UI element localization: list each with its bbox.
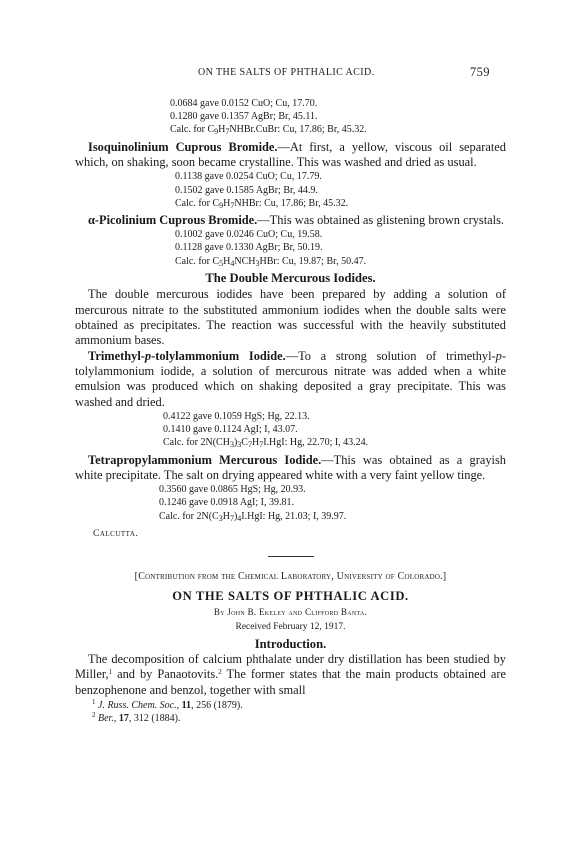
page-body: [75, 97, 506, 726]
paragraph-tetrapropyl: Tetrapropylammonium Mercurous Iodide.—This was obtained as a grayish white precipitate. The salt on drying appeared white with a very faint yellow tinge.: [75, 452, 507, 482]
footnote: $^1$ J. Russ. Chem. Soc., 11, 256 (1879).: [92, 697, 243, 711]
footnote: $^2$ Ber., 17, 312 (1884).: [92, 711, 181, 725]
running-head-title: ON THE SALTS OF PHTHALIC ACID.: [198, 67, 375, 78]
compound-name: α-Picolinium Cuprous Bromide.: [88, 212, 258, 227]
calc-line: Calc. for $2N(CH_3)_3C_7H_7I.HgI$: Hg, 22.70; I, 43.24.: [163, 437, 369, 450]
calc-line: Calc. for $2N(C_3H_7)_4I.HgI$: Hg, 21.03; I, 39.97.: [159, 510, 347, 523]
calc-line: Calc. for $C_5H_4NCH_3HBr$: Cu, 19.87; Br, 50.47.: [175, 255, 367, 268]
compound-name: Trimethyl-p-tolylammonium Iodide.: [88, 348, 286, 363]
data-line: 0.0684 gave 0.0152 CuO; Cu, 17.70.: [170, 98, 318, 109]
paragraph-picolinium: α-Picolinium Cuprous Bromide.—This was obtained as glistening brown crystals.: [88, 212, 505, 227]
contribution-line: [Contribution from the Chemical Laboratory, University of Colorado.]: [134, 571, 447, 583]
footnotes: [92, 699, 506, 726]
footnote-ref: 1: [108, 668, 113, 677]
analysis-data-block: [170, 97, 506, 137]
page-number: 759: [470, 65, 490, 79]
paragraph-trimethyl: Trimethyl-p-tolylammonium Iodide.—To a strong solution of trimethyl-p-tolylammonium iodide, a solution of mercurous nitrate was added when a white emulsion was produced which on shaking deposited a gray precipitate. This was washed and dried.: [75, 348, 506, 409]
analysis-data-block: [175, 228, 506, 268]
paragraph-introduction: The decomposition of calcium phthalate under dry distillation has been studied by Miller,$^1$ and by Panaotovits.$^2$ The former states that the main products obtained are benzophenone and benzol, together with small: [75, 651, 506, 697]
data-line: 0.1246 gave 0.0918 AgI; I, 39.81.: [159, 497, 294, 509]
data-line: 0.1410 gave 0.1124 AgI; I, 43.07.: [163, 424, 298, 436]
section-heading: The Double Mercurous Iodides.: [205, 270, 376, 285]
section-divider: [268, 556, 314, 557]
data-line: 0.3560 gave 0.0865 HgS; Hg, 20.93.: [159, 484, 306, 496]
place-of-origin: Calcutta.: [93, 528, 139, 539]
compound-name: Isoquinolinium Cuprous Bromide.: [88, 139, 278, 154]
data-line: 0.1002 gave 0.0246 CuO; Cu, 19.58.: [175, 229, 323, 241]
data-line: 0.4122 gave 0.1059 HgS; Hg, 22.13.: [163, 410, 310, 422]
compound-name: Tetrapropylammonium Mercurous Iodide.: [88, 452, 322, 467]
data-line: 0.1128 gave 0.1330 AgBr; Br, 50.19.: [175, 242, 323, 254]
data-line: 0.1280 gave 0.1357 AgBr; Br, 45.11.: [170, 111, 318, 123]
received-date: Received February 12, 1917.: [235, 622, 346, 633]
data-line: 0.1502 gave 0.1585 AgBr; Br, 44.9.: [175, 184, 318, 196]
calc-line: Calc. for $C_9H_7NHBr$: Cu, 17.86; Br, 45.32.: [175, 197, 349, 210]
analysis-data-block: [175, 170, 506, 210]
analysis-data-block: [163, 410, 506, 450]
analysis-data-block: [159, 483, 506, 523]
article-authors: By John B. Ekeley and Clifford Banta.: [213, 606, 368, 617]
intro-heading: Introduction.: [254, 636, 327, 651]
footnote-ref: 2: [218, 668, 222, 677]
paragraph-isoquinolinium: Isoquinolinium Cuprous Bromide.—At first, a yellow, viscous oil separated which, on shaking, soon became crystalline. This was washed and dried as usual.: [75, 139, 506, 169]
data-line: 0.1138 gave 0.0254 CuO; Cu, 17.79.: [175, 171, 322, 183]
article-title: ON THE SALTS OF PHTHALIC ACID.: [172, 588, 409, 603]
calc-line: Calc. for $C_9H_7NHBr.CuBr$: Cu, 17.86; Br, 45.32.: [170, 124, 367, 137]
paragraph-double-iodides: The double mercurous iodides have been prepared by adding a solution of mercurous nitrate to the substituted ammonium iodides when the double salts were obtained as precipitates. The reaction was successful with the heavily substituted ammonium bases.: [75, 287, 506, 348]
